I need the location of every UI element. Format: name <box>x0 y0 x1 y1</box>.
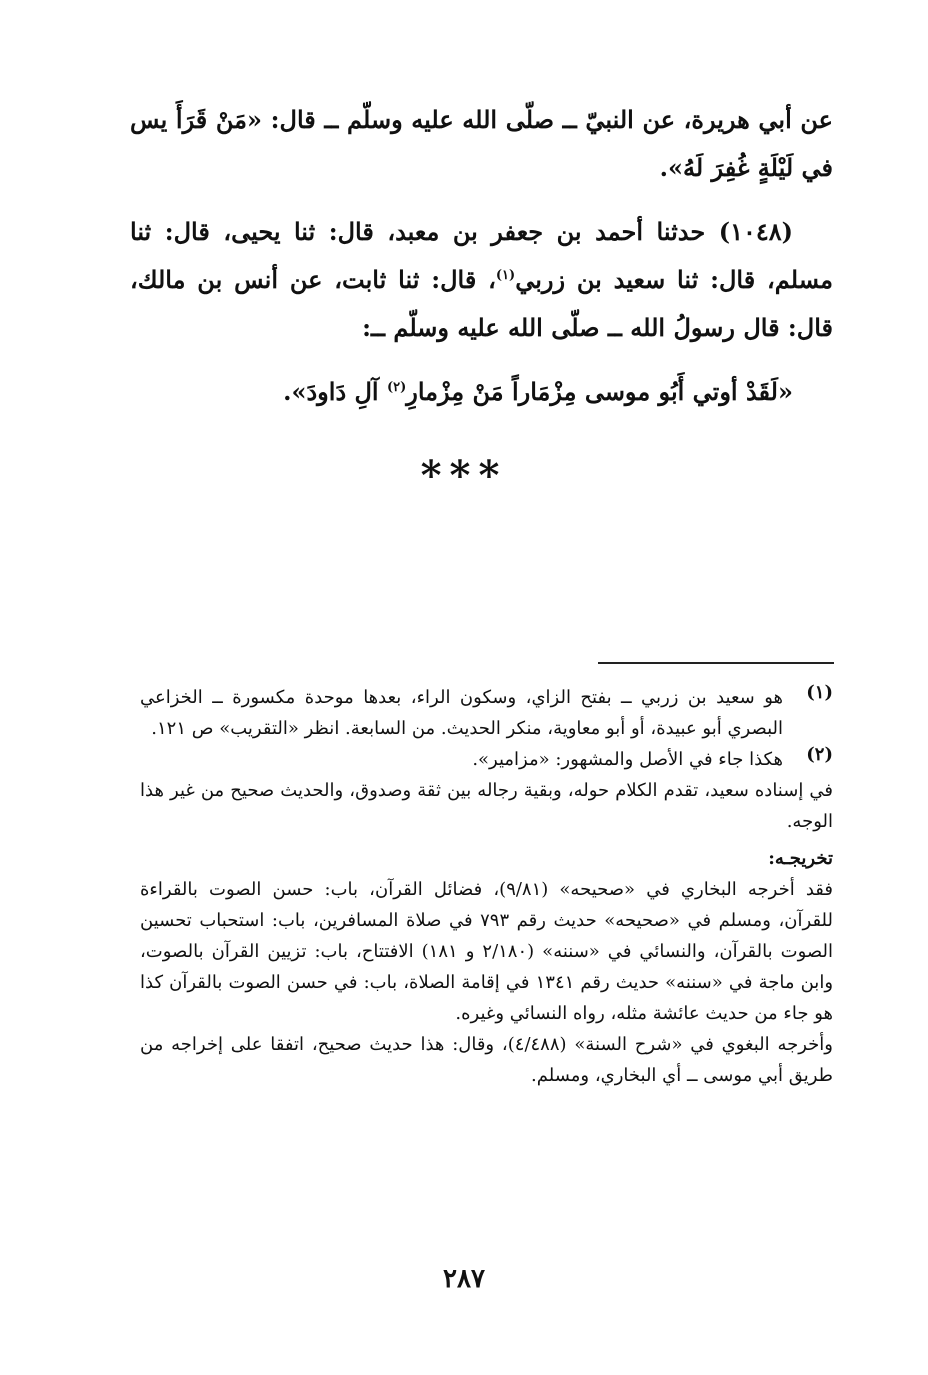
footnote-divider <box>598 662 834 664</box>
footnote-2-number: (٢) <box>806 744 833 765</box>
footnote-2 <box>140 744 833 775</box>
footnote-2-line-1: هكذا جاء في الأصل والمشهور: «مزامير». <box>472 749 783 770</box>
footnote-ref-1[interactable]: (١) <box>495 268 516 283</box>
footnote-2-line-2: في إسناده سعيد، تقدم الكلام حوله، وبقية رجاله بين ثقة وصدوق، والحديث صحيح من غير هذا الوجه. <box>140 780 833 832</box>
hadith-isnad-paragraph <box>130 208 833 352</box>
footnotes-section <box>140 682 833 1091</box>
footnote-1-body <box>140 682 783 744</box>
main-text <box>130 96 833 416</box>
takhrij-heading: تخريجـه: <box>768 848 833 869</box>
matn-text-continued: آلِ دَاودَ». <box>283 377 387 406</box>
page-number: ٢٨٧ <box>443 1264 485 1294</box>
footnote-1-number: (١) <box>806 682 833 703</box>
takhrij-paragraph-1: فقد أخرجه البخاري في «صحيحه» (٩/٨١)، فضائل القرآن، باب: حسن الصوت بالقراءة للقرآن، ومسلم في «صحيحه» حديث رقم ٧٩٣ في صلاة المسافرين، باب: استحباب تحسين الصوت بالقرآن، والنسائي في «سننه» (٢/١٨٠ و ١٨١) الافتتاح، باب: تزيين القرآن بالصوت، وابن ماجة في «سننه» حديث رقم ١٣٤١ في إقامة الصلاة، باب: في حسن الصوت بالقرآن كذا هو جاء من حديث عائشة مثله، رواه النسائي وغيره. <box>140 879 834 1024</box>
hadith-ending-paragraph: عن أبي هريرة، عن النبيّ ــ صلّى الله عليه وسلّم ــ قال: «مَنْ قَرَأَ يس في لَيْلَةٍ غُفِرَ لَهُ». <box>130 105 833 182</box>
isnad-text: (١٠٤٨) حدثنا أحمد بن جعفر بن معبد، قال: ثنا يحيى، قال: ثنا مسلم، قال: ثنا سعيد بن زربي <box>130 217 833 294</box>
takhrij-paragraph-2: وأخرجه البغوي في «شرح السنة» (٤/٤٨٨)، وقال: هذا حديث صحيح، اتفقا على إخراجه من طريق أبي موسى ــ أي البخاري، ومسلم. <box>140 1034 833 1086</box>
footnote-2-continued-body <box>140 775 833 1091</box>
isnad-text-continued: ، قال: ثنا ثابت، عن أنس بن مالك، قال: قال رسولُ الله ــ صلّى الله عليه وسلّم ــ: <box>130 265 833 342</box>
footnote-2-body <box>140 744 783 775</box>
footnote-2-continued <box>140 775 833 1091</box>
matn-text: «لَقَدْ أوتي أَبُو موسى مِزْمَاراً مَنْ مِزْمارِ <box>406 377 793 406</box>
footnote-ref-2[interactable]: (٢) <box>386 380 407 395</box>
section-separator: *** <box>420 452 508 499</box>
footnote-1-text: هو سعيد بن زربي ــ بفتح الزاي، وسكون الراء، بعدها موحدة مكسورة ــ الخزاعي البصري أبو عبيدة، أو أبو معاوية، منكر الحديث. من السابعة. انظر «التقريب» ص ١٢١. <box>140 687 783 739</box>
footnote-1 <box>140 682 833 744</box>
hadith-matn-paragraph <box>130 368 833 416</box>
